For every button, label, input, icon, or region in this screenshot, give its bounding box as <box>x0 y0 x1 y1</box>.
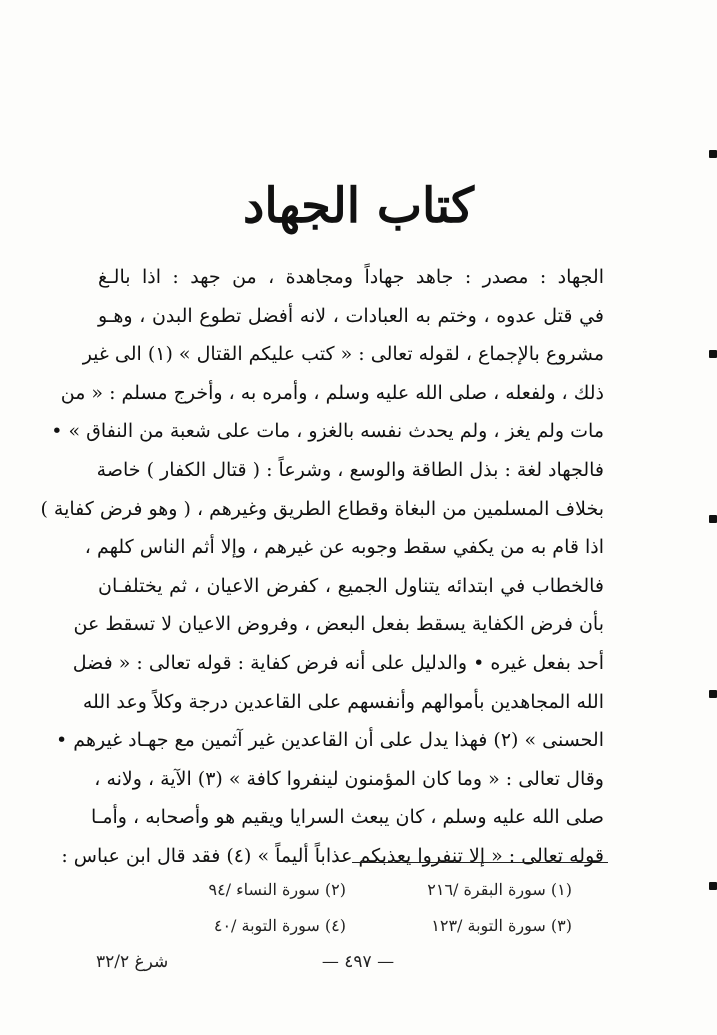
body-text <box>40 258 604 876</box>
chapter-title: كتاب الجهاد <box>243 178 474 234</box>
footnote: (٤) سورة التوبة /٤٠ <box>213 916 346 935</box>
footnote: (١) سورة البقرة /٢١٦ <box>427 880 572 899</box>
text-line: بخلاف المسلمين من البغاة وقطاع الطريق وغيرهم ، ( وهو فرض كفاية ) <box>40 497 604 520</box>
page-edge-mark <box>709 515 717 523</box>
footnote: (٢) سورة النساء /٩٤ <box>208 880 346 899</box>
text-line: في قتل عدوه ، وختم به العبادات ، لانه أفضل تطوع البدن ، وهـو <box>98 304 604 327</box>
text-line: مشروع بالإجماع ، لقوله تعالى : « كتب عليكم القتال » (١) الى غير <box>82 343 604 366</box>
text-line: الجهاد : مصدر : جاهد جهاداً ومجاهدة ، من جهد : اذا بالـغ <box>98 266 604 288</box>
text-line: وقال تعالى : « وما كان المؤمنون لينفروا كافة » (٣) الآية ، ولانه ، <box>94 767 604 790</box>
text-line: الحسنى » (٢) فهذا يدل على أن القاعدين غير آثمين مع جهـاد غيرهم • <box>56 729 604 752</box>
footnote: (٣) سورة التوبة /١٢٣ <box>431 916 572 935</box>
text-line: فالخطاب في ابتدائه يتناول الجميع ، كفرض الاعيان ، ثم يختلفـان <box>98 574 604 597</box>
text-line: بأن فرض الكفاية يسقط بفعل البعض ، وفروض الاعيان لا تسقط عن <box>73 613 604 636</box>
page-edge-mark <box>709 150 717 158</box>
printer-signature: شرغ ٣٢/٢ <box>96 952 169 972</box>
text-line: الله المجاهدين بأموالهم وأنفسهم على القاعدين درجة وكلاً وعد الله <box>82 690 604 713</box>
page-edge-mark <box>709 882 717 890</box>
text-line: اذا قام به من يكفي سقط وجوبه عن غيرهم ، وإلا أثم الناس كلهم ، <box>84 536 604 559</box>
page-edge-mark <box>709 690 717 698</box>
text-line: ذلك ، ولفعله ، صلى الله عليه وسلم ، وأمره به ، وأخرج مسلم : « من <box>60 381 604 404</box>
text-line: أحد بفعل غيره • والدليل على أنه فرض كفاية : قوله تعالى : « فضل <box>72 651 604 674</box>
footnotes <box>120 872 572 944</box>
page-footer <box>0 952 717 982</box>
footnote-row <box>120 872 572 908</box>
text-line: صلى الله عليه وسلم ، كان يبعث السرايا ويقيم هو وأصحابه ، وأمـا <box>91 806 604 829</box>
text-line: قوله تعالى : « إلا تنفروا يعذبكم عذاباً أليماً » (٤) فقد قال ابن عباس : <box>61 844 604 867</box>
footnote-divider <box>352 862 608 863</box>
text-line: مات ولم يغز ، ولم يحدث نفسه بالغزو ، مات على شعبة من النفاق » • <box>51 420 604 443</box>
text-line: فالجهاد لغة : بذل الطاقة والوسع ، وشرعاً : ( قتال الكفار ) خاصة <box>96 458 604 481</box>
page-number: — ٤٩٧ — <box>321 952 395 972</box>
page-edge-mark <box>709 350 717 358</box>
footnote-row <box>120 908 572 944</box>
